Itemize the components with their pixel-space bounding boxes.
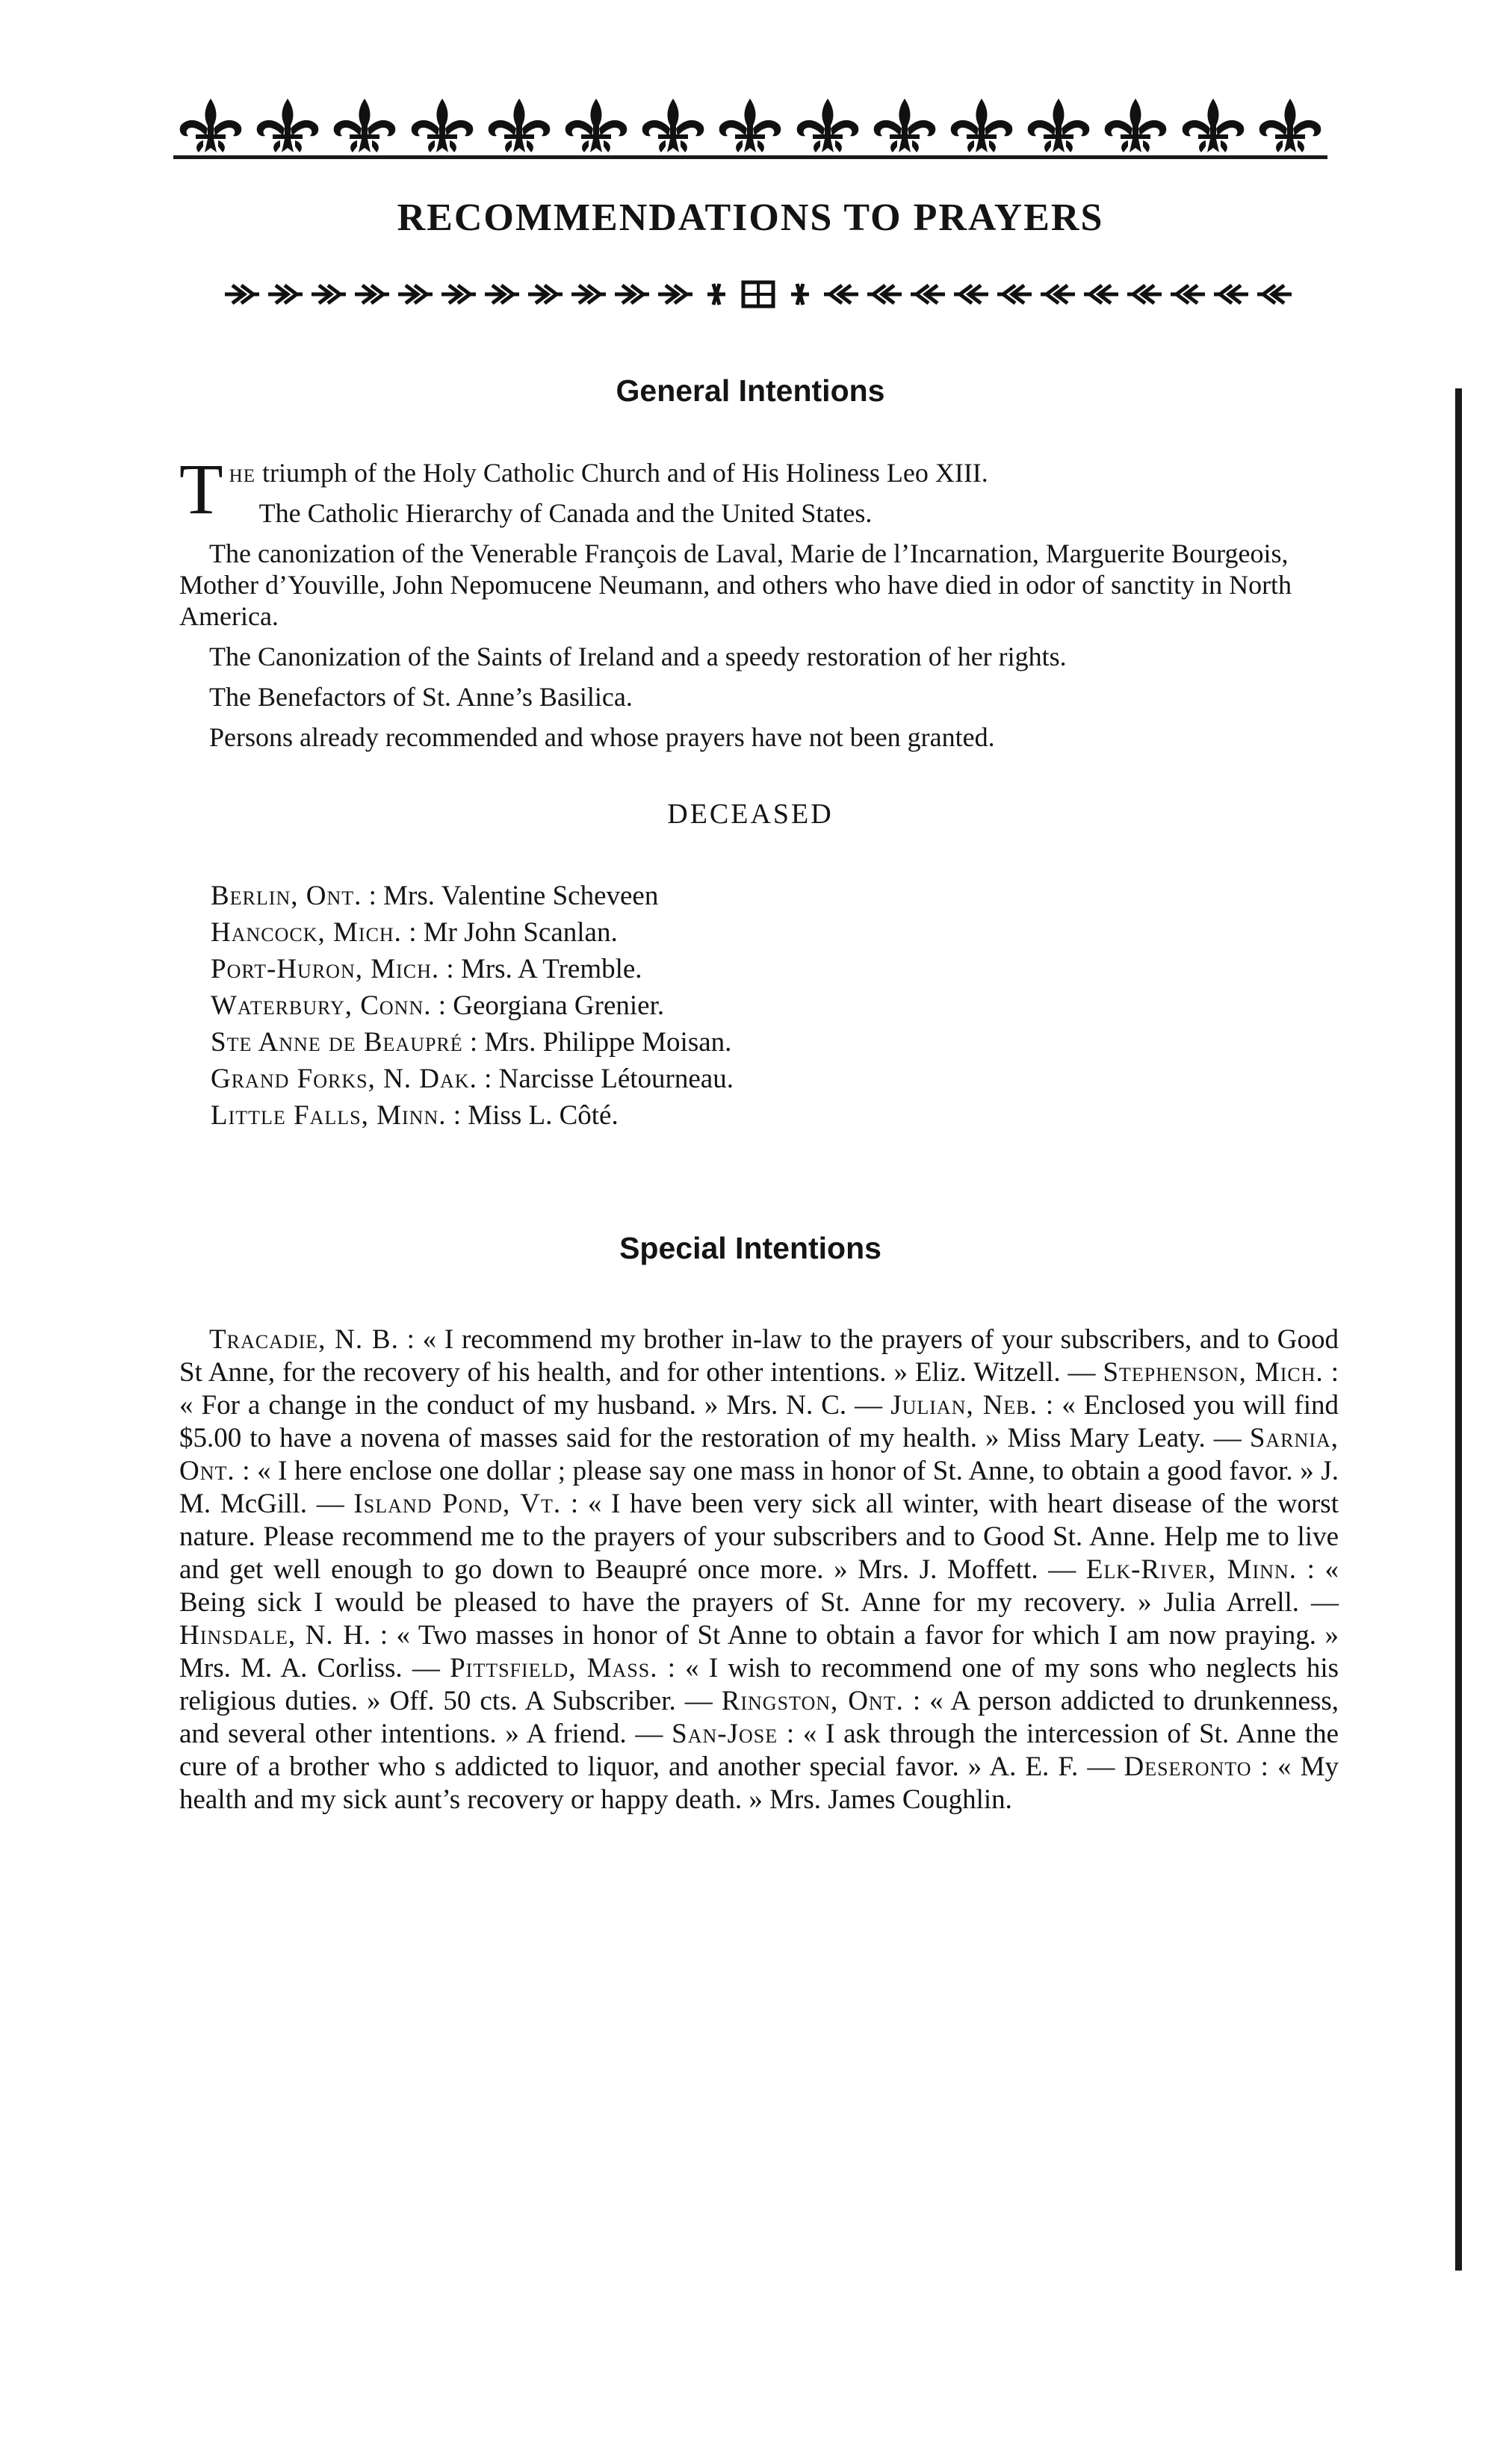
intention-place: Pittsfield, Mass. — [450, 1653, 658, 1683]
intention-text: : « A person addicted to drunkenness, and several other intentions. » A friend. — — [179, 1686, 1339, 1749]
deceased-place: Port-Huron, Mich. — [211, 954, 440, 984]
deceased-name: Miss L. Côté. — [468, 1100, 619, 1131]
deceased-name: Narcisse Létourneau. — [498, 1064, 734, 1094]
chevron-arrow-ornament-icon — [909, 279, 948, 309]
deceased-entry — [211, 953, 734, 986]
deceased-separator: : — [431, 990, 453, 1021]
general-intention-item: Persons already recommended and whose prayers have not been granted. — [209, 722, 995, 752]
fleur-de-lis-border — [173, 96, 1327, 157]
deceased-entry — [211, 1099, 734, 1132]
chevron-arrow-ornament-icon — [352, 279, 391, 309]
fleur-de-lis-icon — [636, 96, 710, 157]
chevron-arrow-ornament-icon — [1039, 279, 1078, 309]
intention-text: : « For a change in the conduct of my husband. » Mrs. N. C. — — [179, 1357, 1339, 1421]
intention-place: Elk-River, Minn. — [1085, 1554, 1297, 1585]
fleur-de-lis-icon — [405, 96, 480, 157]
intention-place: Julian, Neb. — [890, 1390, 1038, 1421]
general-intention-item: The Benefactors of St. Anne’s Basilica. — [209, 682, 633, 712]
special-intentions-paragraph — [179, 1323, 1339, 1816]
chevron-arrow-ornament-icon — [822, 279, 861, 309]
intention-place: Ringston, Ont. — [721, 1686, 904, 1716]
general-intentions-heading: General Intentions — [616, 373, 885, 408]
fleur-de-lis-icon — [944, 96, 1019, 157]
fleur-de-lis-icon — [1098, 96, 1173, 157]
chevron-arrow-ornament-icon — [309, 279, 347, 309]
intention-place: Stephenson, Mich. — [1103, 1357, 1324, 1388]
chevron-arrow-ornament-icon — [1212, 279, 1251, 309]
first-line-text: triumph of the Holy Catholic Church and of His Holiness Leo XIII. — [255, 458, 988, 488]
deceased-entry — [211, 916, 734, 949]
chevron-arrow-ornament-icon — [612, 279, 651, 309]
deceased-entry — [211, 1063, 734, 1096]
fleur-de-lis-icon — [250, 96, 325, 157]
header-rule — [173, 155, 1327, 159]
fleur-de-lis-icon — [559, 96, 633, 157]
deceased-list — [211, 880, 734, 1136]
deceased-separator: : — [477, 1064, 499, 1094]
star-ornament-icon — [698, 278, 818, 311]
deceased-entry — [211, 1026, 734, 1059]
intention-text: : « Two masses in honor of St Anne to obtain a favor for which I am now praying. » Mrs. M. A. Corliss. — — [179, 1620, 1339, 1683]
chevron-arrow-ornament-icon — [482, 279, 521, 309]
page-title: RECOMMENDATIONS TO PRAYERS — [397, 196, 1104, 239]
fleur-de-lis-icon — [1021, 96, 1096, 157]
first-word-smallcaps: he — [229, 458, 255, 488]
general-intention-item: The Canonization of the Saints of Ireland and a speedy restoration of her rights. — [209, 642, 1067, 671]
intention-place: Deseronto — [1124, 1751, 1252, 1782]
intention-text: : « Enclosed you will find $5.00 to have a novena of masses said for the restoration of my health. » Miss Mary Leaty. — — [179, 1390, 1339, 1453]
intention-text: : « I here enclose one dollar ; please say one mass in honor of St. Anne, to obtain a good favor. » J. M. McGill. — — [179, 1456, 1339, 1519]
intention-place: San-Jose — [672, 1719, 778, 1749]
deceased-name: Mrs. A Tremble. — [460, 954, 642, 984]
deceased-separator: : — [462, 1027, 485, 1058]
deceased-name: Mrs. Valentine Scheveen — [383, 881, 659, 911]
deceased-name: Mr John Scanlan. — [423, 917, 618, 948]
fleur-de-lis-icon — [1176, 96, 1251, 157]
chevron-arrow-ornament-icon — [525, 279, 564, 309]
chevron-arrow-ornament-icon — [866, 279, 905, 309]
intention-place: Island Pond, Vt. — [353, 1489, 562, 1519]
general-intention-item: The canonization of the Venerable François de Laval, Marie de l’Incarnation, Marguerite Bourgeois, Mother d’Youville, John Nepomucene Neumann, and others who have died in odor of sanctity in North America. — [179, 539, 1292, 631]
general-intention-item: The Catholic Hierarchy of Canada and the United States. — [258, 498, 873, 528]
intention-text: : « Being sick I would be pleased to have the prayers of St. Anne for my recovery. » Julia Arrell. — — [179, 1554, 1339, 1618]
deceased-separator: : — [439, 954, 461, 984]
deceased-place: Little Falls, Minn. — [211, 1100, 447, 1131]
deceased-place: Grand Forks, N. Dak. — [211, 1064, 477, 1094]
chevron-arrow-ornament-icon — [1169, 279, 1208, 309]
fleur-de-lis-icon — [1253, 96, 1327, 157]
chevron-arrow-ornament-icon — [1082, 279, 1121, 309]
chevron-arrow-ornament-icon — [222, 279, 261, 309]
chevron-arrow-ornament-icon — [439, 279, 477, 309]
intention-text: : « I recommend my brother in-law to the prayers of your subscribers, and to Good St Anne, for the recovery of his health, and for other intentions. » Eliz. Witzell. — — [179, 1324, 1339, 1388]
deceased-separator: : — [446, 1100, 468, 1131]
drop-cap: T — [179, 449, 223, 529]
intention-place: Tracadie, N. B. — [209, 1324, 399, 1355]
chevron-arrow-ornament-icon — [265, 279, 304, 309]
deceased-entry — [211, 880, 734, 913]
intention-text: : « I ask through the intercession of St. Anne the cure of a brother who s addicted to liquor, and another special favor. » A. E. F. — — [179, 1719, 1339, 1782]
margin-rule — [1455, 388, 1462, 2271]
intention-text: : « I wish to recommend one of my sons who neglects his religious duties. » Off. 50 cts. A Subscriber. — — [179, 1653, 1339, 1716]
fleur-de-lis-icon — [173, 96, 248, 157]
chevron-arrow-ornament-icon — [655, 279, 694, 309]
chevron-arrow-ornament-icon — [568, 279, 607, 309]
general-intentions-section — [179, 449, 1345, 762]
deceased-place: Hancock, Mich. — [211, 917, 402, 948]
deceased-name: Georgiana Grenier. — [453, 990, 665, 1021]
chevron-arrow-ornament-icon — [996, 279, 1035, 309]
deceased-name: Mrs. Philippe Moisan. — [484, 1027, 732, 1058]
fleur-de-lis-icon — [327, 96, 402, 157]
deceased-separator: : — [401, 917, 424, 948]
fleur-de-lis-icon — [867, 96, 942, 157]
chevron-arrow-ornament-icon — [1126, 279, 1165, 309]
ornamental-divider — [217, 278, 1300, 311]
intention-text: : « My health and my sick aunt’s recovery or happy death. » Mrs. James Coughlin. — [179, 1751, 1339, 1815]
intention-place: Sarnia, Ont. — [179, 1423, 1339, 1486]
fleur-de-lis-icon — [790, 96, 865, 157]
special-intentions-heading: Special Intentions — [619, 1231, 881, 1265]
deceased-place: Ste Anne de Beaupré — [211, 1027, 463, 1058]
fleur-de-lis-icon — [713, 96, 787, 157]
fleur-de-lis-icon — [482, 96, 557, 157]
deceased-heading: DECEASED — [667, 798, 834, 830]
intention-place: Hinsdale, N. H. — [179, 1620, 372, 1651]
intention-text: : « I have been very sick all winter, with heart disease of the worst nature. Please recommend me to the prayers of your subscribers and to Good St. Anne. Help me to live and get well enough to go down to Beaupré once more. » Mrs. J. Moffett. — — [179, 1489, 1339, 1585]
chevron-arrow-ornament-icon — [395, 279, 434, 309]
deceased-entry — [211, 990, 734, 1022]
chevron-arrow-ornament-icon — [1256, 279, 1295, 309]
deceased-place: Berlin, Ont. — [211, 881, 362, 911]
deceased-separator: : — [362, 881, 384, 911]
deceased-place: Waterbury, Conn. — [211, 990, 432, 1021]
chevron-arrow-ornament-icon — [952, 279, 991, 309]
